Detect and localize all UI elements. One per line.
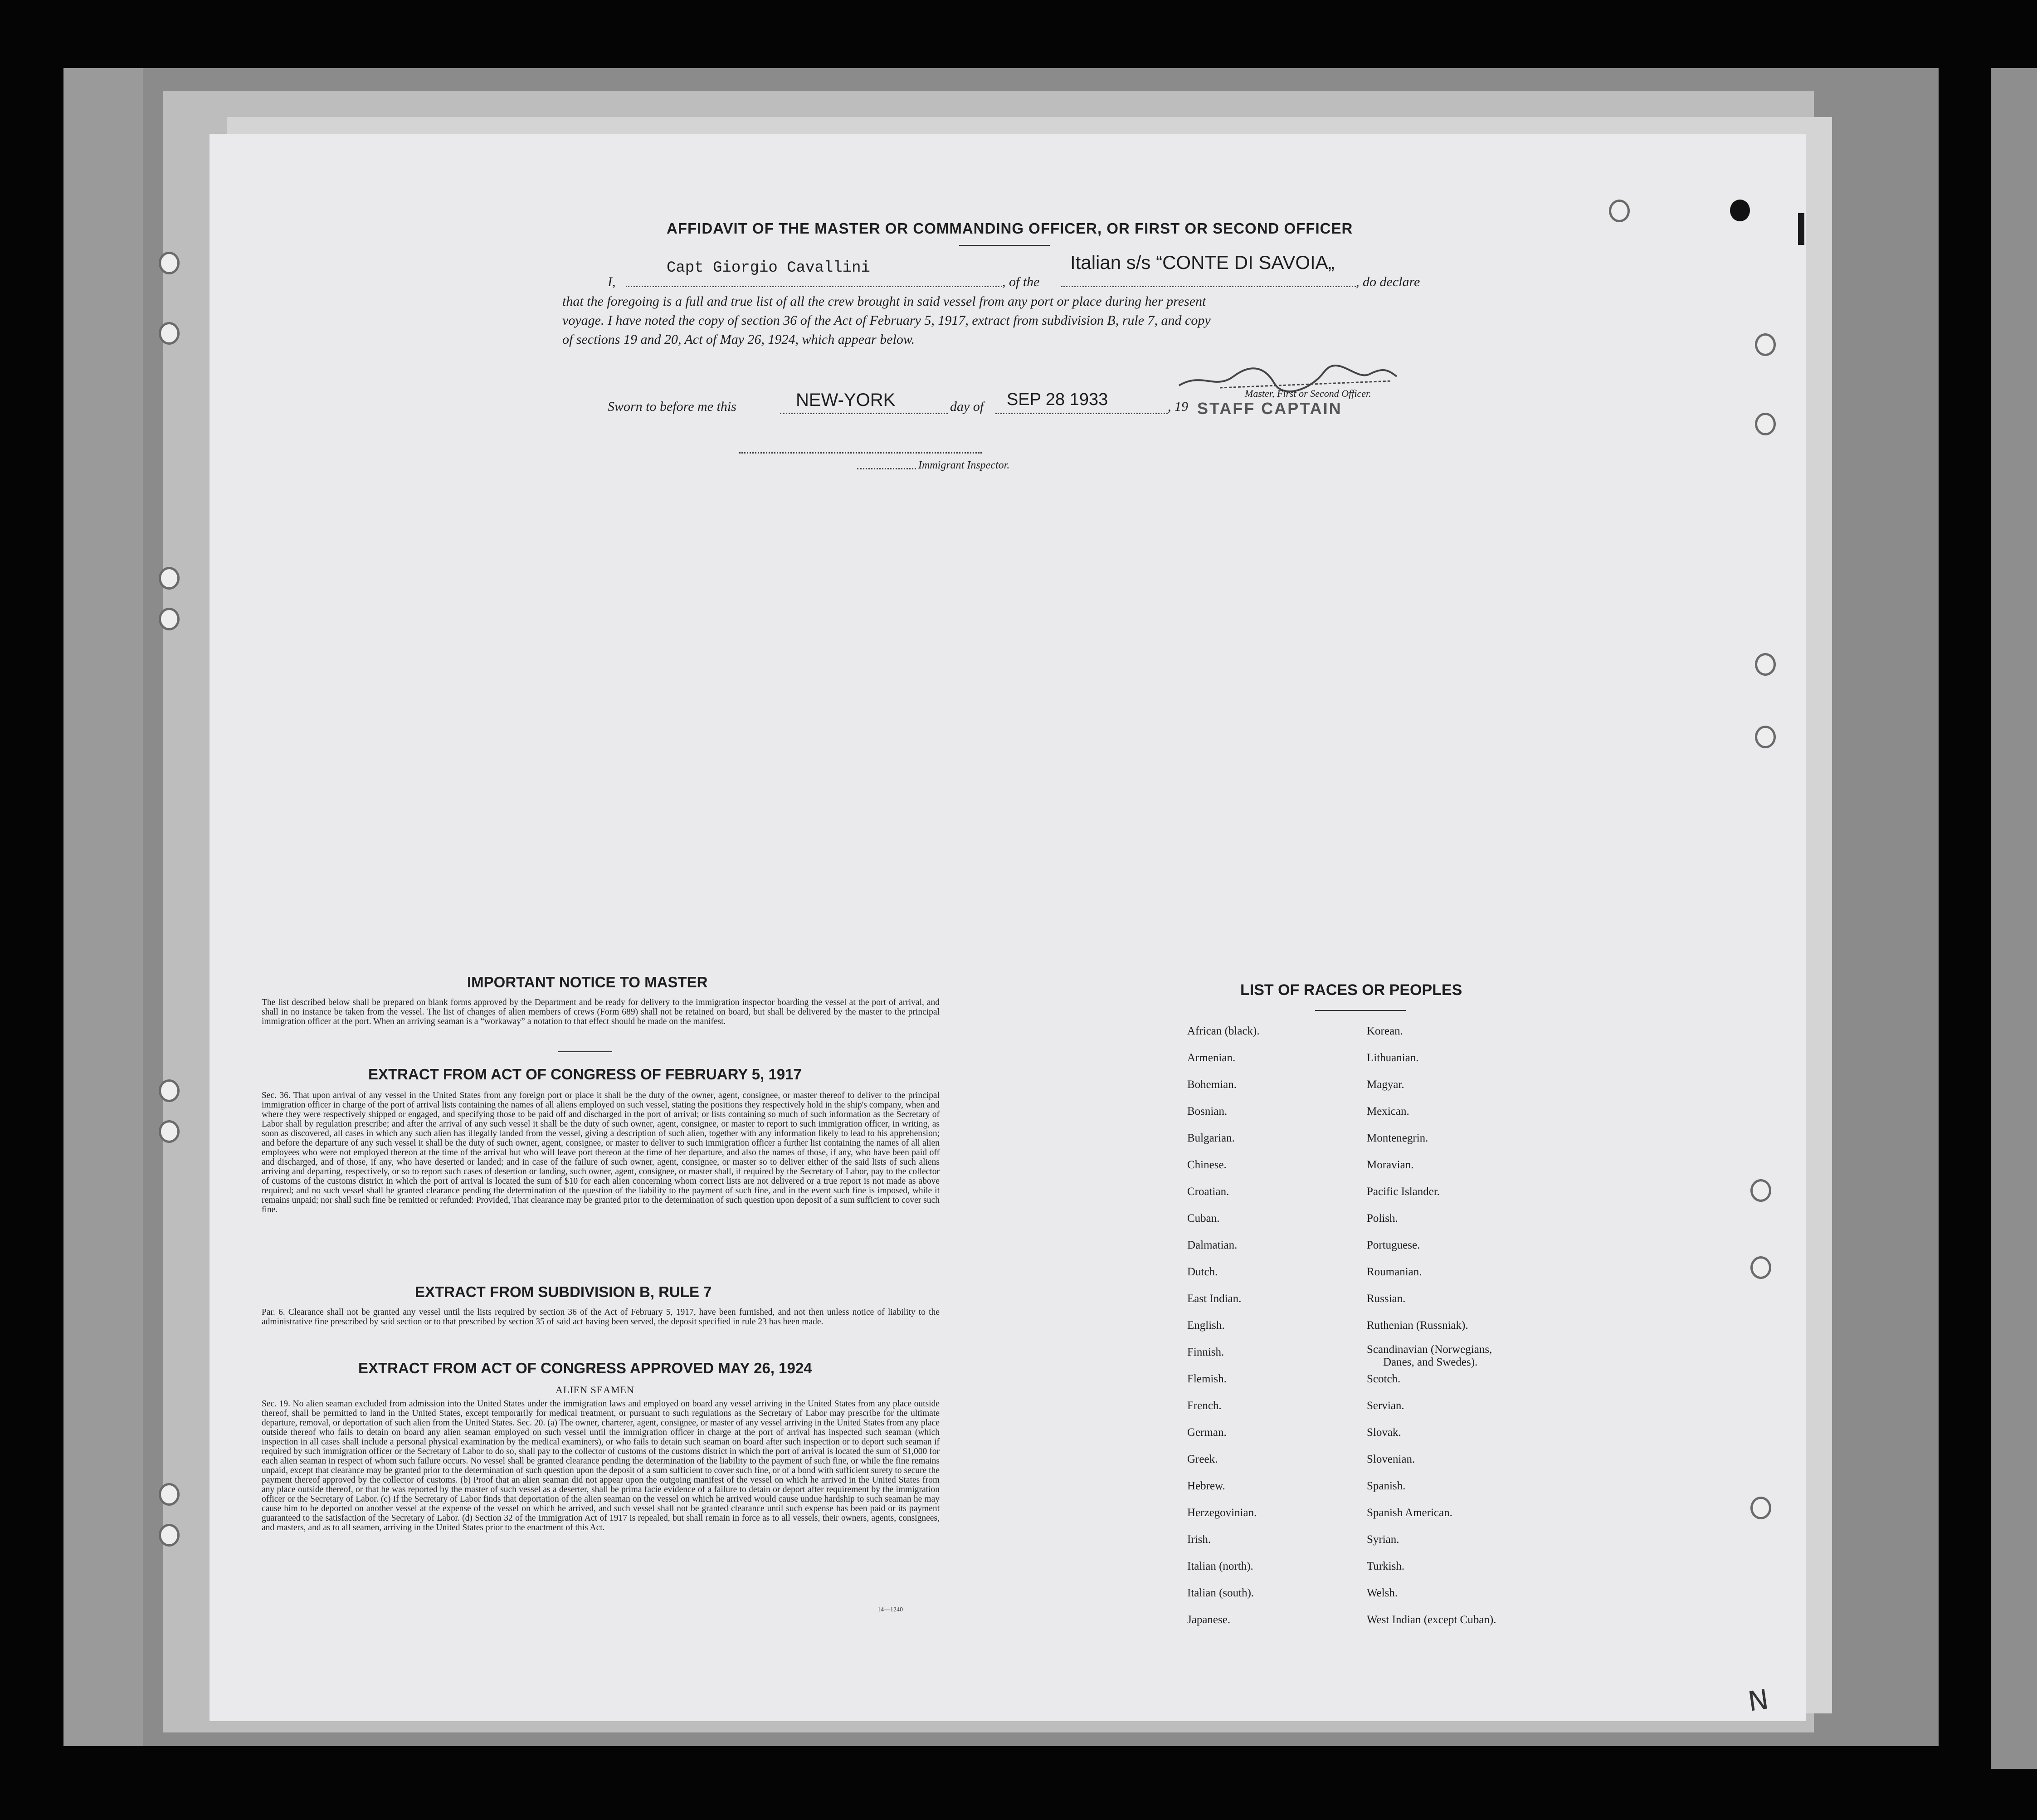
race-item: Spanish.: [1367, 1480, 1406, 1492]
race-item: West Indian (except Cuban).: [1367, 1614, 1496, 1626]
race-item: Irish.: [1187, 1533, 1211, 1546]
extract-rule7-body: Par. 6. Clearance shall not be granted any vessel until the lists required by section 36 of the Act of February 5, 1917, have been furnished, and not then unless notice of liability to the administrative fine prescribed by said section or to that prescribed by section 35 of said act having been served, the deposit specified in rule 23 has been made.: [262, 1308, 940, 1327]
form-number: 14—1240: [877, 1606, 903, 1613]
notice-body: The list described below shall be prepared on blank forms approved by the Department and be ready for delivery to the immigration inspector boarding the vessel at the port of arrival, and shall in no instance be taken from the vessel. The list of changes of alien members of crews (Form 689) shall not be retained on board, but shall be delivered by the master to the principal immigration officer at the port. When an arriving seaman is a “workaway” a notation to that effect should be made on the manifest.: [262, 998, 940, 1026]
declaration-do-declare: , do declare: [1356, 274, 1420, 289]
races-rule: [1315, 1010, 1406, 1011]
race-item: Polish.: [1367, 1212, 1398, 1225]
sworn-place: NEW-YORK: [796, 390, 896, 410]
declaration-line-2: that the foregoing is a full and true list of all the crew brought in said vessel from any port or place during her present: [562, 294, 1206, 309]
extract-1917-title: EXTRACT FROM ACT OF CONGRESS OF FEBRUARY 5, 1917: [368, 1066, 802, 1083]
punch-hole-left-2: [159, 322, 180, 345]
race-item: Bosnian.: [1187, 1105, 1228, 1117]
right-edge-tab: [1798, 213, 1804, 245]
master-name: Capt Giorgio Cavallini: [667, 259, 870, 277]
race-item: Bulgarian.: [1187, 1132, 1235, 1144]
year-prefix: , 19: [1168, 399, 1188, 414]
declaration-line-3: voyage. I have noted the copy of section 36 of the Act of February 5, 1917, extract from subdivision B, rule 7, and copy: [562, 313, 1211, 328]
extract-1924-title: EXTRACT FROM ACT OF CONGRESS APPROVED MAY 26, 1924: [358, 1360, 812, 1376]
sworn-place-line: [780, 413, 948, 414]
race-item: Hebrew.: [1187, 1480, 1225, 1492]
day-of-label: day of: [950, 399, 984, 414]
race-item: Mexican.: [1367, 1105, 1409, 1117]
title-rule: [959, 245, 1050, 246]
extract-1924-body: Sec. 19. No alien seaman excluded from admission into the United States under the immigration laws and employed on board any vessel arriving in the United States from any place outside thereof, shall be permitted to land in the United States, except temporarily for medical treatment, or pursuant to such regulations as the Secretary of Labor may prescribe for the ultimate departure, removal, or deportation of such alien from the United States. Sec. 20. (a) The owner, charterer, agent, consignee, or master of any vessel arriving in the United States from any place outside thereof who fails to detain on board any alien seaman employed on such vessel until the immigration officer in charge at the port of arrival has inspected such seaman (which inspection in all cases shall include a personal physical examination by the medical examiners), or who fails to detain such seaman on board after such inspection or to deport such seaman if required by such immigration officer or the Secretary of Labor to do so, shall pay to the collector of customs of the customs district in which the port of arrival is located the sum of $1,000 for each alien seaman in respect of whom such failure occurs. No vessel shall be granted clearance pending the determination of the liability to the payment of such fine, or while the fine remains unpaid, except that clearance may be granted prior to the determination of such question upon the deposit of a sum sufficient to cover such fine, or of a bond with sufficient surety to secure the payment thereof approved by the collector of customs. (b) Proof that an alien seaman did not appear upon the outgoing manifest of the vessel on which he arrived in the United States from any place outside thereof, or that he was reported by the master of such vessel as a deserter, shall be prima facie evidence of a failure to detain or deport after requirement by the immigration officer or the Secretary of Labor. (c) If the Secretary of Labor finds that deportation of the alien seaman on the vessel on which he arrived would cause undue hardship to such seaman he may cause him to be deported on another vessel at the expense of the vessel on which he arrived, and such vessel shall not be granted clearance until such expense has been paid or its payment guaranteed to the satisfaction of the Secretary of Labor. (d) Section 32 of the Immigration Act of 1917 is repealed, but shall remain in force as to all vessels, their owners, agents, consignees, and masters, and as to all seamen, arriving in the United States prior to the enactment of this Act.: [262, 1399, 940, 1532]
punch-hole-left-7: [159, 1483, 180, 1506]
race-item: Syrian.: [1367, 1533, 1399, 1546]
declaration-i: I,: [608, 274, 616, 289]
race-item: Roumanian.: [1367, 1266, 1422, 1278]
race-item: German.: [1187, 1426, 1227, 1439]
officer-stamp: STAFF CAPTAIN: [1197, 399, 1342, 418]
date-stamp: SEP 28 1933: [1007, 390, 1108, 409]
race-item: Scandinavian (Norwegians,: [1367, 1343, 1492, 1356]
race-item: Flemish.: [1187, 1373, 1227, 1385]
race-item: Finnish.: [1187, 1346, 1224, 1358]
race-item: Scotch.: [1367, 1373, 1401, 1385]
race-item: Danes, and Swedes).: [1383, 1356, 1478, 1368]
notice-title: IMPORTANT NOTICE TO MASTER: [467, 974, 708, 991]
race-item: Italian (south).: [1187, 1587, 1254, 1599]
punch-hole-left-5: [159, 1079, 180, 1102]
race-item: English.: [1187, 1319, 1225, 1332]
race-item: Slovenian.: [1367, 1453, 1415, 1465]
race-item: Magyar.: [1367, 1078, 1404, 1091]
punch-hole-right-6: [1750, 1179, 1771, 1202]
race-item: Pacific Islander.: [1367, 1186, 1440, 1198]
race-item: Russian.: [1367, 1293, 1406, 1305]
officer-caption: Master, First or Second Officer.: [1245, 388, 1371, 399]
inspector-dots: [857, 468, 916, 469]
punch-hole-right-5: [1755, 726, 1776, 748]
race-item: Portuguese.: [1367, 1239, 1420, 1251]
punch-hole-right-4: [1755, 653, 1776, 676]
race-item: Italian (north).: [1187, 1560, 1253, 1572]
punch-hole-left-1: [159, 252, 180, 274]
punch-hole-left-4: [159, 608, 180, 630]
race-item: African (black).: [1187, 1025, 1260, 1037]
race-item: Servian.: [1367, 1400, 1404, 1412]
vessel-name: Italian s/s “CONTE DI SAVOIA„: [1070, 252, 1335, 273]
punch-hole-left-3: [159, 567, 180, 590]
declaration-line-4: of sections 19 and 20, Act of May 26, 1924, which appear below.: [562, 332, 915, 347]
races-title: LIST OF RACES OR PEOPLES: [1240, 981, 1462, 999]
affidavit-title: AFFIDAVIT OF THE MASTER OR COMMANDING OFFICER, OR FIRST OR SECOND OFFICER: [667, 220, 1353, 237]
race-item: Turkish.: [1367, 1560, 1405, 1572]
race-item: Dalmatian.: [1187, 1239, 1238, 1251]
race-item: Spanish American.: [1367, 1507, 1452, 1519]
punch-hole-left-8: [159, 1524, 180, 1547]
extract-1924-subtitle: ALIEN SEAMEN: [556, 1384, 634, 1395]
race-item: Japanese.: [1187, 1614, 1231, 1626]
race-item: Chinese.: [1187, 1159, 1227, 1171]
race-item: Slovak.: [1367, 1426, 1401, 1439]
race-item: French.: [1187, 1400, 1222, 1412]
race-item: Croatian.: [1187, 1186, 1229, 1198]
race-item: Montenegrin.: [1367, 1132, 1428, 1144]
notice-rule: [558, 1051, 612, 1052]
race-item: Welsh.: [1367, 1587, 1398, 1599]
date-line: [995, 413, 1168, 414]
race-item: Moravian.: [1367, 1159, 1414, 1171]
race-item: East Indian.: [1187, 1293, 1242, 1305]
punch-hole-left-6: [159, 1120, 180, 1143]
scan-edge-right: [1991, 68, 2037, 1769]
race-item: Cuban.: [1187, 1212, 1220, 1225]
inspector-caption: Immigrant Inspector.: [918, 459, 1010, 471]
punch-hole-right-dark: [1730, 200, 1750, 221]
race-item: Ruthenian (Russniak).: [1367, 1319, 1468, 1332]
handwritten-mark: N: [1746, 1683, 1771, 1718]
declaration-of-the: , of the: [1002, 274, 1040, 289]
race-item: Greek.: [1187, 1453, 1218, 1465]
punch-hole-right-7: [1750, 1256, 1771, 1279]
race-item: Armenian.: [1187, 1052, 1236, 1064]
inspector-signature-line: [739, 451, 982, 454]
race-item: Herzegovinian.: [1187, 1507, 1257, 1519]
punch-hole-right-3: [1755, 413, 1776, 435]
extract-1917-body: Sec. 36. That upon arrival of any vessel in the United States from any foreign port or place it shall be the duty of the owner, agent, consignee, or master thereof to deliver to the principal immigration officer in charge of the port of arrival lists containing the names of all aliens employed on such vessel, stating the positions they respectively hold in the ship's company, when and where they were respectively shipped or engaged, and specifying those to be paid off and discharged in the port of arrival; or lists containing so much of such information as the Secretary of Labor shall by regulation prescribe; and after the arrival of any such vessel it shall be the duty of such owner, agent, consignee, or master to report to such immigration officer, in writing, as soon as discovered, all cases in which any such alien has illegally landed from the vessel, giving a description of such alien, together with any information likely to lead to his apprehension; and before the departure of any such vessel it shall be the duty of such owner, agent, consignee, or master to deliver to such immigration officer a further list containing the names of all alien employees who were not employed thereon at the time of the arrival but who will leave port thereon at the time of her departure, and also the names of those, if any, who have been paid off and discharged, and of those, if any, who have deserted or landed; and in case of the failure of such owner, agent, consignee, or master so to deliver either of the said lists of such aliens arriving and departing, respectively, or so to report such cases of desertion or landing, such owner, agent, consignee, or master shall, if required by the Secretary of Labor, pay to the collector of customs of the customs district in which the port of arrival is located the sum of $10 for each alien concerning whom correct lists are not delivered or a true report is not made as above required; and no such vessel shall be granted clearance pending the determination of the question of the liability to the payment of such fine, and in the event such fine is imposed, while it remains unpaid; nor shall such fine be remitted or refunded: Provided, That clearance may be granted prior to the determination of such question upon deposit of a sum sufficient to cover such fine.: [262, 1091, 940, 1215]
race-item: Korean.: [1367, 1025, 1403, 1037]
punch-hole-right-2: [1755, 333, 1776, 356]
punch-hole-right-8: [1750, 1497, 1771, 1519]
master-name-line: [626, 286, 1002, 287]
extract-rule7-title: EXTRACT FROM SUBDIVISION B, RULE 7: [415, 1283, 712, 1300]
race-item: Lithuanian.: [1367, 1052, 1419, 1064]
race-item: Dutch.: [1187, 1266, 1218, 1278]
sworn-label: Sworn to before me this: [608, 399, 736, 414]
race-item: Bohemian.: [1187, 1078, 1237, 1091]
punch-hole-right-1: [1609, 200, 1630, 222]
vessel-name-line: [1061, 286, 1356, 287]
